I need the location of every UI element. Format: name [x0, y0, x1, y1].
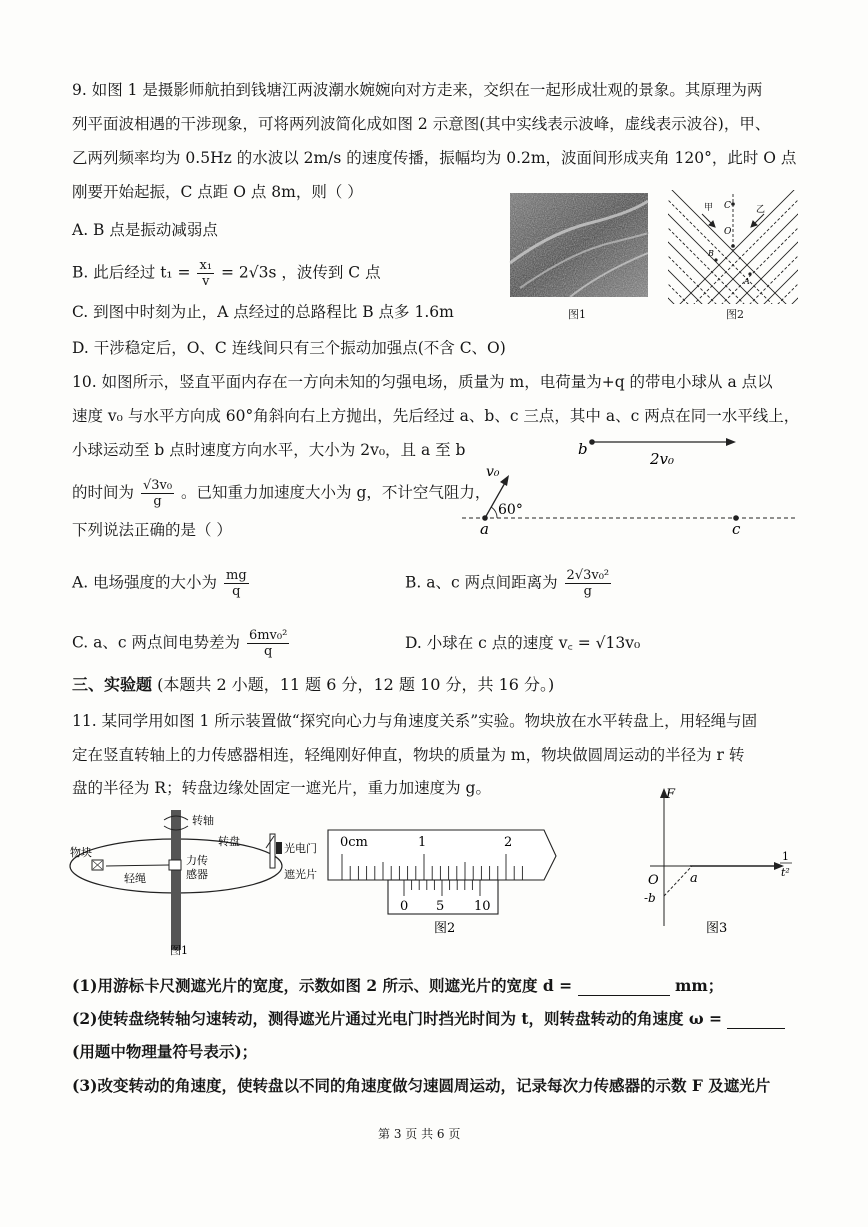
q10-fig-label-2v0: 2v₀ — [650, 450, 675, 468]
q9-line-2: 列平面波相遇的干涉现象，可将两列波简化成如图 2 示意图(其中实线表示波峰，虚线表示波谷)，甲、 — [72, 115, 771, 133]
q10-fig-label-v0: v₀ — [486, 464, 500, 480]
q11-figure-3-graph — [640, 786, 800, 936]
q9-option-a: A. B 点是振动减弱点 — [72, 221, 218, 239]
section-3-title: 三、实验题 — [72, 675, 153, 694]
q10-line-4-suffix: 。已知重力加速度大小为 g，不计空气阻力， — [181, 483, 491, 502]
q11-fig2-main-2: 2 — [504, 835, 513, 850]
q11-fig2-vernier-10: 10 — [474, 899, 491, 914]
q9-line-4: 刚要开始起振，C 点距 O 点 8m，则（ ） — [72, 183, 363, 201]
q10-fig-label-a: a — [480, 520, 489, 538]
q9-fig2-label-yi: 乙 — [756, 205, 766, 215]
q10-line-1: 10. 如图所示，竖直平面内存在一方向未知的匀强电场，质量为 m，电荷量为+q 的带电小球从 a 点以 — [72, 373, 773, 391]
q11-part-1-unit: mm； — [674, 976, 724, 995]
q9-option-b-rhs: = 2√3s — [220, 263, 277, 282]
q11-fig1-label-zhuanzhou: 转轴 — [192, 814, 214, 827]
q9-fig2-label-b: B — [708, 249, 714, 258]
q11-fig3-label-f: F — [666, 787, 676, 802]
q10-option-d: D. 小球在 c 点的速度 v꜀ = √13v₀ — [405, 634, 641, 652]
q9-option-b-prefix: B. 此后经过 — [72, 263, 156, 282]
q11-line-1: 11. 某同学用如图 1 所示装置做“探究向心力与角速度关系”实验。物块放在水平转盘上，用轻绳与固 — [72, 712, 758, 730]
q11-fig2-vernier-0: 0 — [400, 899, 409, 914]
q9-option-d: D. 干涉稳定后，O、C 连线间只有三个振动加强点(不含 C、O) — [72, 339, 506, 357]
q11-fig2-vernier-5: 5 — [436, 899, 445, 914]
q10-option-b-numerator: 2√3v₀² — [566, 568, 610, 583]
q10-option-a-numerator: mg — [226, 568, 247, 583]
q11-fig2-main-1: 1 — [418, 835, 427, 850]
q11-part-2 — [72, 1009, 785, 1029]
q10-option-c-fraction — [247, 628, 289, 659]
q10-option-a-denominator: q — [232, 584, 241, 599]
q11-fig1-caption: 图1 — [170, 944, 188, 957]
section-3-note: (本题共 2 小题，11 题 6 分，12 题 10 分，共 16 分。) — [157, 675, 555, 694]
q9-fig2-label-jia: 甲 — [704, 203, 714, 213]
q10-time-fraction — [141, 478, 174, 509]
q11-line-3: 盘的半径为 R；转盘边缘处固定一遮光片，重力加速度为 g。 — [72, 779, 491, 797]
q11-fig3-label-a: a — [690, 871, 698, 886]
q9-fig2-label-o: O — [724, 227, 732, 237]
q11-line-2: 定在竖直转轴上的力传感器相连，轻绳刚好伸直，物块的质量为 m，物块做圆周运动的半径为 r 转 — [72, 746, 745, 764]
q10-option-b — [405, 568, 613, 599]
q11-part-3: (3)改变转动的角速度，使转盘以不同的角速度做匀速圆周运动，记录每次力传感器的示数 F 及遮光片 — [72, 1076, 771, 1095]
q11-fig1-label-zhuanpan: 转盘 — [218, 835, 240, 848]
q11-fig1-label-qingsheng: 轻绳 — [124, 872, 146, 885]
q10-figure — [462, 436, 802, 536]
q10-line-5: 下列说法正确的是（ ） — [72, 521, 232, 539]
q10-option-b-denominator: g — [583, 584, 592, 599]
q11-figure-2-caliper — [326, 828, 566, 938]
q10-fig-label-angle: 60° — [498, 502, 523, 518]
q10-option-a — [72, 568, 251, 599]
page-footer: 第 3 页 共 6 页 — [378, 1127, 461, 1141]
q9-option-b-suffix: ，波传到 C 点 — [281, 263, 381, 282]
q10-line-3: 小球运动至 b 点时速度方向水平，大小为 2v₀，且 a 至 b — [72, 441, 466, 459]
q11-fig1-label-zheguangpian: 遮光片 — [284, 868, 317, 881]
q10-option-b-fraction — [565, 568, 612, 599]
q11-fig1-label-lichuan: 力传 — [186, 854, 208, 867]
q11-fig3-caption: 图3 — [706, 921, 728, 936]
q10-option-c-prefix: C. a、c 两点间电势差为 — [72, 633, 241, 652]
section-3-heading — [72, 675, 554, 695]
q9-option-b-denominator: v — [202, 274, 210, 289]
q10-line-4-prefix: 的时间为 — [72, 483, 135, 502]
q11-part-2-answer-blank[interactable] — [727, 1028, 785, 1029]
q11-part-2-note: (用题中物理量符号表示)； — [72, 1042, 258, 1061]
q10-fig-label-b: b — [578, 440, 588, 458]
q11-fig1-label-ganqi: 感器 — [186, 868, 208, 881]
q9-line-3: 乙两列频率均为 0.5Hz 的水波以 2m/s 的速度传播，振幅均为 0.2m，波面间形成夹角 120°，此时 O 点 — [72, 149, 797, 167]
q10-fig-label-c: c — [732, 520, 741, 538]
q11-fig3-label-x-numerator: 1 — [782, 850, 789, 863]
q10-time-numerator: √3v₀ — [142, 478, 173, 493]
q10-line-4 — [72, 478, 490, 509]
q9-option-b-lhs: t₁ = — [160, 263, 191, 282]
q9-figure-1-caption: 图1 — [568, 308, 586, 321]
q11-fig3-label-o: O — [648, 873, 659, 888]
q10-option-c-numerator: 6mv₀² — [248, 628, 288, 643]
q9-option-c: C. 到图中时刻为止，A 点经过的总路程比 B 点多 1.6m — [72, 303, 454, 321]
q9-line-1: 9. 如图 1 是摄影师航拍到钱塘江两波潮水婉婉向对方走来，交织在一起形成壮观的景象。其原理为两 — [72, 81, 763, 99]
q9-option-b-fraction — [197, 258, 214, 289]
q10-option-a-fraction — [224, 568, 249, 599]
q11-fig3-label-x-denominator: t² — [781, 866, 790, 879]
q9-figure-2-caption: 图2 — [726, 308, 744, 321]
q11-part-1-answer-blank[interactable] — [578, 995, 670, 996]
q9-fig2-label-a: A — [744, 277, 750, 286]
q10-option-c — [72, 628, 291, 659]
q11-fig1-label-guangdianmen: 光电门 — [284, 842, 317, 855]
q9-option-b — [72, 258, 381, 289]
q11-part-2-prompt: (2)使转盘绕转轴匀速转动，测得遮光片通过光电门时挡光时间为 t，则转盘转动的角速度 ω = — [72, 1009, 723, 1028]
q11-fig3-label-neg-b: -b — [644, 891, 656, 905]
q11-fig2-main-0: 0cm — [340, 835, 368, 850]
q11-part-1 — [72, 976, 723, 996]
q11-fig1-label-wukuai: 物块 — [70, 846, 92, 859]
q11-figure-1-apparatus — [66, 808, 326, 958]
q9-fig2-label-c: C — [724, 201, 731, 211]
q9-figure-2-diagram — [668, 190, 798, 304]
q9-figure-1-photo — [510, 193, 648, 297]
q10-option-c-denominator: q — [263, 644, 273, 659]
q11-fig2-caption: 图2 — [434, 921, 456, 936]
q10-time-denominator: g — [153, 494, 162, 509]
q9-option-b-numerator: x₁ — [199, 258, 213, 273]
q11-part-1-prompt: (1)用游标卡尺测遮光片的宽度，示数如图 2 所示、则遮光片的宽度 d = — [72, 976, 573, 995]
q10-option-a-prefix: A. 电场强度的大小为 — [72, 573, 218, 592]
q10-line-2: 速度 v₀ 与水平方向成 60°角斜向右上方抛出，先后经过 a、b、c 三点，其中 a、c 两点在同一水平线上， — [72, 407, 800, 425]
q10-option-b-prefix: B. a、c 两点间距离为 — [405, 573, 558, 592]
